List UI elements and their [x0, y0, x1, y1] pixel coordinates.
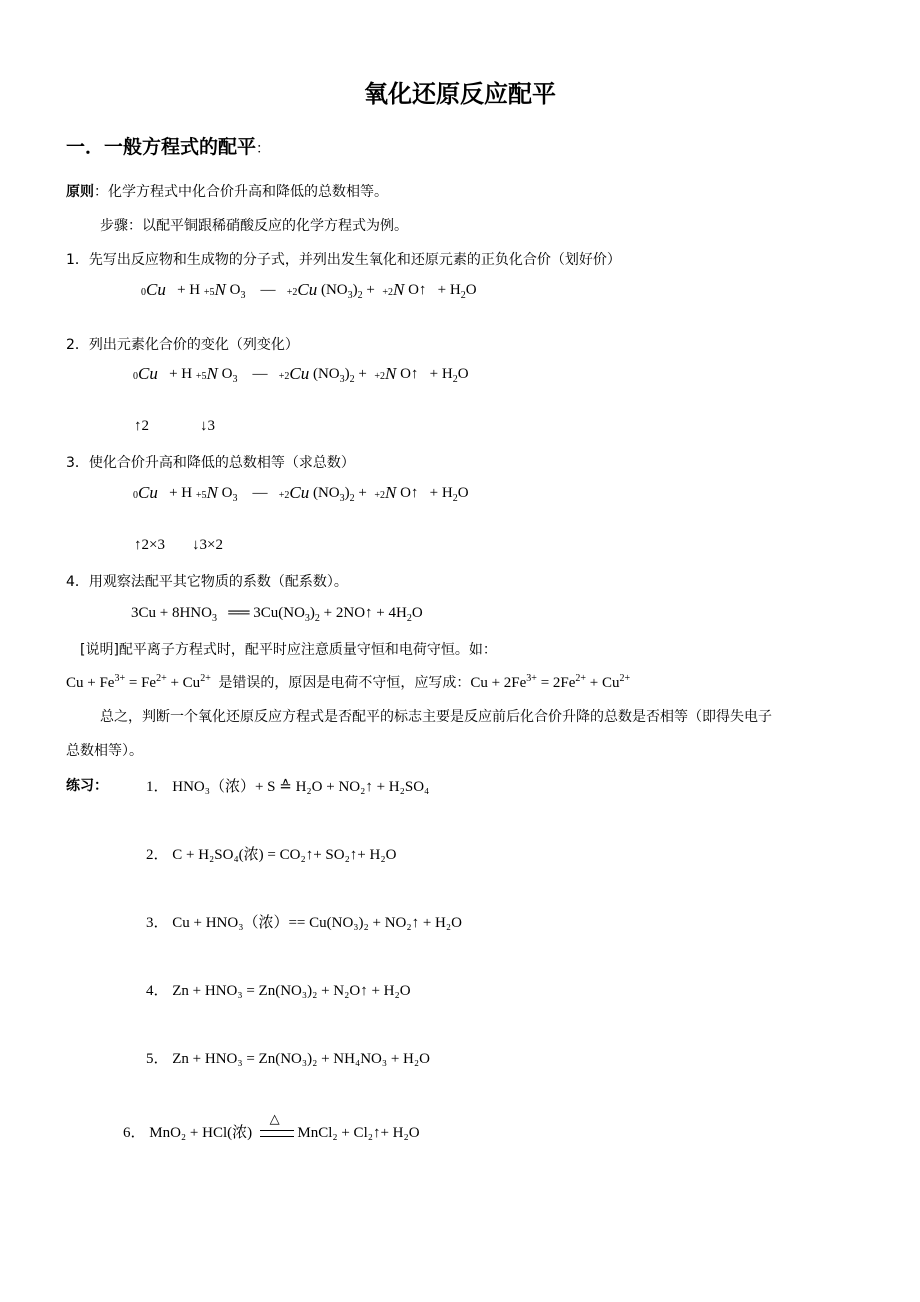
equation-step3 [133, 484, 469, 502]
subscript: 3 [232, 493, 238, 504]
cu-element [141, 281, 166, 299]
subscript: 2 [314, 613, 320, 624]
ox-state: +5 [195, 490, 207, 501]
ox-state: 0 [133, 490, 138, 501]
cu2-element [287, 281, 317, 299]
term: + H [429, 366, 453, 382]
exercise-6-left: 6． MnO₂ + HCl(浓) [123, 1125, 253, 1141]
equation-step1 [141, 281, 477, 299]
exercise-6 [123, 1111, 420, 1142]
n-element [204, 281, 226, 299]
superscript: 2+ [575, 673, 587, 684]
page-title: 氧化还原反应配平 [364, 80, 556, 108]
term: O [457, 485, 469, 501]
ox-state: +2 [278, 371, 290, 382]
principle-text: ：化学方程式中化合价升高和降低的总数相等。 [94, 184, 388, 200]
dash: — [252, 366, 268, 382]
term: O [465, 282, 477, 298]
term: O↑ [400, 366, 419, 382]
exercise-3: 3． Cu + HNO₃（浓）== Cu(NO₃)₂ + NO₂↑ + H₂O [146, 915, 462, 931]
section-heading [66, 132, 270, 159]
term: O [411, 605, 423, 621]
term: O↑ [400, 485, 419, 501]
exercise-6-right: MnCl₂ + Cl₂↑+ H₂O [297, 1125, 420, 1141]
ox-state: +2 [382, 287, 393, 298]
cu-element [133, 365, 158, 383]
symbol: N [206, 483, 218, 502]
term: (NO [312, 485, 340, 501]
dash: — [260, 282, 276, 298]
symbol: N [384, 483, 397, 502]
term: + Cu [166, 675, 201, 691]
subscript: 2 [452, 374, 458, 385]
term: ) [309, 605, 315, 621]
exercise-2: 2． C + H₂SO₄(浓) = CO₂↑+ SO₂↑+ H₂O [146, 847, 397, 863]
symbol: Cu [289, 364, 310, 383]
summary-line-1: 总之，判断一个氧化还原反应方程式是否配平的标志主要是反应前后化合价升降的总数是否相等（即得失电子 [100, 709, 772, 725]
superscript: 2+ [619, 673, 631, 684]
term: + [358, 366, 367, 382]
equals-sign: ══ [228, 605, 250, 621]
exercise-4: 4． Zn + HNO₃ = Zn(NO₃)₂ + N₂O↑ + H₂O [146, 983, 411, 999]
principle [66, 181, 388, 201]
practice-label: 练习： [66, 778, 108, 794]
n2-element [374, 365, 396, 383]
superscript: 3+ [526, 673, 537, 684]
subscript: 3 [240, 290, 246, 301]
subscript: 2 [349, 374, 355, 385]
subscript: 2 [406, 613, 412, 624]
step-2: 2．列出元素化合价的变化（列变化） [66, 337, 299, 353]
change-up-2: ↑2 [134, 418, 149, 434]
term: = 2Fe [536, 675, 576, 691]
term: + H [429, 485, 453, 501]
term: = Fe [125, 675, 157, 691]
subscript: 3 [211, 613, 217, 624]
subscript: 2 [349, 493, 355, 504]
symbol: Cu [297, 280, 318, 299]
exercise-5: 5． Zn + HNO₃ = Zn(NO₃)₂ + NH₄NO₃ + H₂O [146, 1051, 430, 1067]
subscript: 3 [339, 493, 345, 504]
term: (NO [312, 366, 340, 382]
n2-element [382, 281, 404, 299]
term: + [358, 485, 367, 501]
ox-state: +2 [374, 490, 385, 501]
principle-label: 原则 [66, 184, 94, 200]
term: O [221, 485, 233, 501]
balanced-equation [131, 605, 423, 622]
term: + H [437, 282, 461, 298]
subscript: 3 [304, 613, 310, 624]
term: 3Cu(NO [253, 605, 305, 621]
n-element [196, 365, 218, 383]
step-1: 1．先写出反应物和生成物的分子式，并列出发生氧化和还原元素的正负化合价（划好价） [66, 252, 621, 268]
ox-state: +2 [278, 490, 290, 501]
term: O [229, 282, 241, 298]
term: ) [344, 366, 350, 382]
symbol: N [206, 364, 218, 383]
ox-state: +5 [203, 287, 215, 298]
ionic-explanation: 是错误的，原因是电荷不守恒，应写成： [218, 675, 471, 691]
symbol: Cu [146, 280, 166, 299]
note: [说明]配平离子方程式时，配平时应注意质量守恒和电荷守恒。如： [80, 642, 497, 658]
term: (NO [320, 282, 348, 298]
cu-element [133, 484, 158, 502]
ox-state: +2 [374, 371, 385, 382]
subscript: 2 [452, 493, 458, 504]
term: + H [169, 366, 193, 382]
ox-state: 0 [133, 371, 138, 382]
symbol: Cu [138, 364, 158, 383]
n-element [196, 484, 218, 502]
cu2-element [279, 484, 309, 502]
change-down-3x2: ↓3×2 [192, 537, 223, 553]
change-up-2x3: ↑2×3 [134, 537, 165, 553]
term: O [457, 366, 469, 382]
term: ) [344, 485, 350, 501]
section-heading-text: 一．一般方程式的配平 [66, 136, 257, 158]
step-4: 4．用观察法配平其它物质的系数（配系数）。 [66, 574, 348, 590]
symbol: N [384, 364, 397, 383]
cu2-element [279, 365, 309, 383]
subscript: 3 [232, 374, 238, 385]
steps-intro: 步骤：以配平铜跟稀硝酸反应的化学方程式为例。 [100, 218, 408, 234]
term: Cu + 2Fe [470, 675, 527, 691]
subscript: 3 [347, 290, 353, 301]
term: O [221, 366, 233, 382]
symbol: N [392, 280, 405, 299]
heat-equals-sign [260, 1111, 294, 1137]
term: + H [177, 282, 201, 298]
symbol: Cu [289, 483, 310, 502]
step-3: 3．使化合价升高和降低的总数相等（求总数） [66, 455, 355, 471]
change-down-3: ↓3 [200, 418, 215, 434]
superscript: 2+ [200, 673, 211, 684]
dash: — [252, 485, 268, 501]
subscript: 3 [339, 374, 345, 385]
ox-state: +2 [286, 287, 298, 298]
symbol: N [214, 280, 226, 299]
term: 3Cu + 8HNO [131, 605, 212, 621]
subscript: 2 [460, 290, 466, 301]
term: O↑ [408, 282, 427, 298]
n2-element [374, 484, 396, 502]
term: ) [352, 282, 358, 298]
subscript: 2 [357, 290, 363, 301]
exercise-1: 1． HNO₃（浓）+ S ≙ H₂O + NO₂↑ + H₂SO₄ [146, 779, 430, 795]
term: + H [169, 485, 193, 501]
symbol: Cu [138, 483, 158, 502]
superscript: 3+ [114, 673, 126, 684]
section-heading-colon: ： [256, 141, 271, 157]
ox-state: 0 [141, 287, 146, 298]
heat-triangle-icon: △ [269, 1111, 280, 1127]
superscript: 2+ [156, 673, 167, 684]
ox-state: +5 [195, 371, 207, 382]
term: + Cu [586, 675, 620, 691]
equation-step2 [133, 365, 469, 383]
ionic-equations [66, 672, 630, 692]
term: + 2NO↑ + 4H [319, 605, 407, 621]
summary-line-2: 总数相等）。 [66, 743, 143, 759]
term: Cu + Fe [66, 675, 115, 691]
term: + [366, 282, 375, 298]
